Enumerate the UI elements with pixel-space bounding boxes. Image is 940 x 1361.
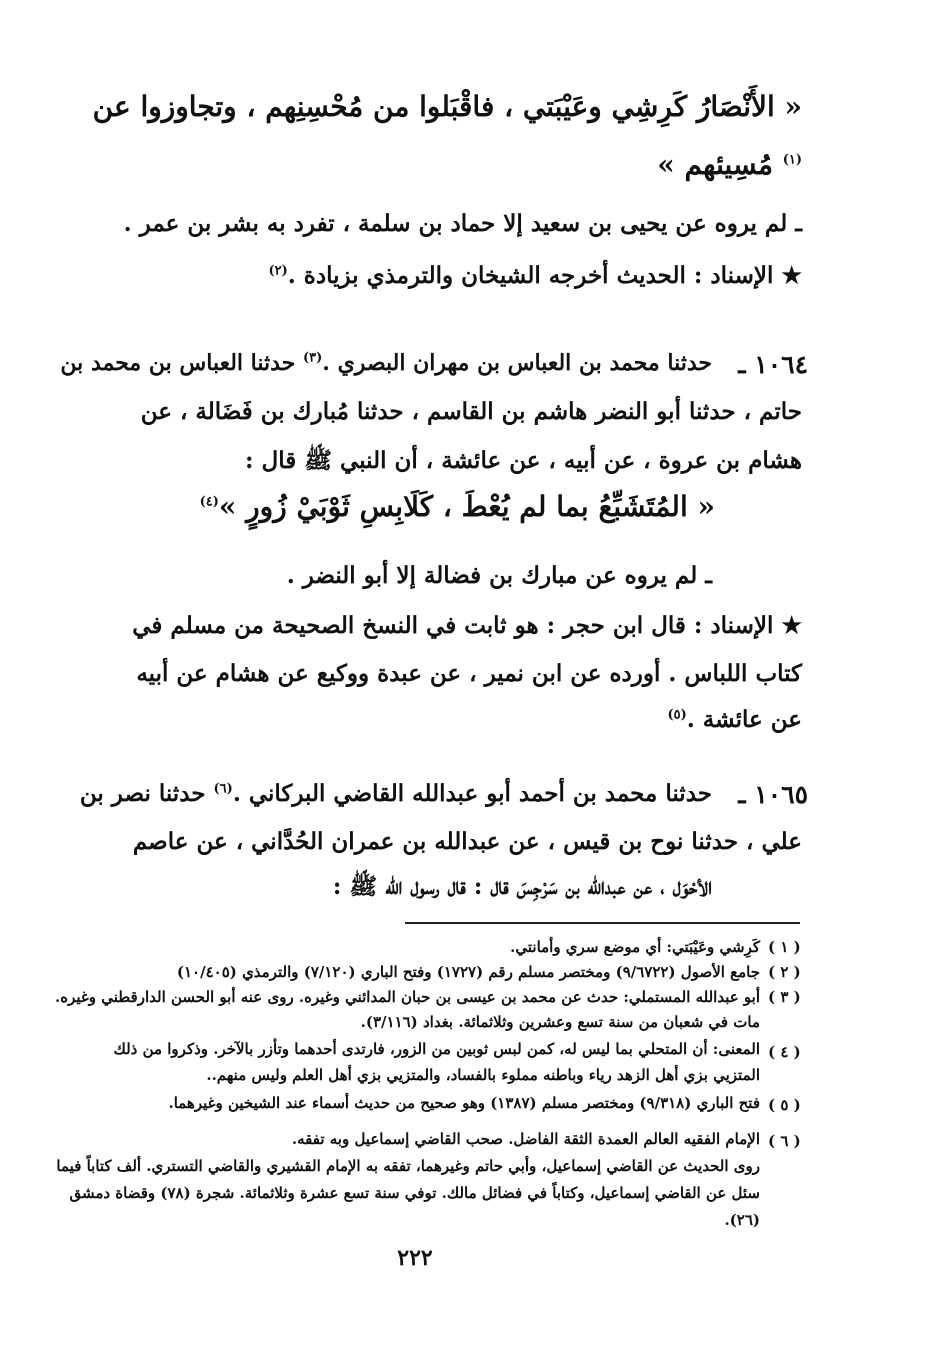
footnote-number: ( ١ ) — [768, 938, 801, 956]
footnote-line: سئل عن القاضي إسماعيل، وكتاباً في فضائل مالك. توفي سنة تسع عشرة وثلاثمائة. شجرة (٧٨) وقضاة دمشق — [69, 1184, 760, 1202]
hadith-chain-line: علي ، حدثنا نوح بن قيس ، عن عبدالله بن عمران الحُدَّاني ، عن عاصم — [132, 828, 802, 855]
footnote-line: (٢٦). — [724, 1211, 760, 1229]
footnote-line: جامع الأصول (٩/٦٧٢٢) ومختصر مسلم رقم (١٧٢٧) وفتح الباري (٧/١٢٠) والترمذي (١٠/٤٠٥) — [176, 963, 760, 981]
narration-note: ـ لم يروه عن مبارك بن فضالة إلا أبو النضر . — [286, 562, 712, 589]
narration-note: ـ لم يروه عن يحيى بن سعيد إلا حماد بن سلمة ، تفرد به بشر بن عمر . — [123, 210, 802, 237]
footnote-line: مات في شعبان من سنة تسع وعشرين وثلاثمائة. بغداد (٣/١١٦). — [360, 1013, 760, 1031]
hadith-matn — [200, 490, 715, 523]
hadith-text-line — [657, 148, 802, 181]
chain-text: حدثنا العباس بن محمد بن — [60, 350, 296, 376]
hadith-text-line: « الأَنْصَارُ كَرِشِي وعَيْبَتي ، فاقْبَلوا من مُحْسِنِهم ، وتجاوزوا عن — [92, 90, 802, 123]
footnote-number: ( ٣ ) — [768, 988, 801, 1006]
footnote-number: ( ٥ ) — [768, 1096, 801, 1114]
hadith-chain-line: هشام بن عروة ، عن أبيه ، عن عائشة ، أن النبي ﷺ قال : — [245, 447, 802, 474]
isnad-text: ★ الإسناد : الحديث أخرجه الشيخان والترمذي بزيادة . — [287, 262, 802, 289]
footnote-line: فتح الباري (٩/٣١٨) ومختصر مسلم (١٣٨٧) وهو صحيح من حديث أسماء عند الشيخين وغيرهما. — [168, 1094, 760, 1112]
isnad-line: كتاب اللباس . أورده عن ابن نمير ، عن عبدة ووكيع عن هشام عن أبيه — [136, 660, 802, 687]
isnad-line: ★ الإسناد : قال ابن حجر : هو ثابت في النسخ الصحيحة من مسلم في — [132, 612, 802, 639]
footnote-ref: (٤) — [199, 494, 219, 510]
footnote-ref: (١) — [782, 152, 802, 168]
footnote-number: ( ٦ ) — [768, 1132, 801, 1150]
hadith-chain-line — [60, 350, 712, 376]
hadith-text-end: مُسِيئهم » — [657, 148, 773, 181]
hadith-number: ١٠٦٥ ـ — [738, 780, 808, 809]
footnote-number: ( ٢ ) — [768, 963, 801, 981]
hadith-chain-line: حاتم ، حدثنا أبو النضر هاشم بن القاسم ، حدثنا مُبارك بن فَضَالة ، عن — [140, 398, 802, 425]
footnote-ref: (٣) — [302, 350, 323, 366]
footnote-ref: (٥) — [667, 707, 687, 723]
isnad-text: عن عائشة . — [686, 706, 802, 733]
chain-text: حدثنا نصر بن — [79, 780, 206, 807]
footnote-line: المعنى: أن المتحلي بما ليس له، كمن لبس ثوبين من الزور، فارتدى أحدهما وتأزر بالآخر. وذكروا من ذلك — [113, 1040, 760, 1058]
isnad-line — [268, 262, 802, 289]
footnote-divider — [405, 922, 800, 924]
footnote-line: روى الحديث عن القاضي إسماعيل، وأبي حاتم وغيرهما، تفقه به الإمام القشيري والقاضي التستري. ألف كتاباً فيما — [56, 1157, 760, 1175]
chain-text: حدثنا محمد بن العباس بن مهران البصري . — [322, 350, 712, 376]
hadith-number: ١٠٦٤ ـ — [738, 350, 808, 379]
footnote-line: الإمام الفقيه العالم العمدة الثقة الفاضل. صحب القاضي إسماعيل وبه تفقه. — [291, 1130, 760, 1148]
page-number: ٢٢٢ — [397, 1245, 433, 1271]
chain-text: حدثنا محمد بن أحمد أبو عبدالله القاضي البركاني . — [232, 780, 712, 807]
matn-text: « المُتَشَبِّعُ بما لم يُعْطَ ، كَلَابِسِ ثَوْبَيْ زُورٍ » — [218, 490, 715, 523]
hadith-chain-line: الأحْوَل ، عن عبدالله بن سَرْجِسَ قال : قال رسول الله ﷺ : — [332, 873, 712, 900]
hadith-chain-line — [80, 780, 712, 807]
footnote-line: المتزيي بزي أهل الزهد رياء وباطنه مملوء بالفساد، والمتزيي بزي أهل العلم وليس منهم.. — [206, 1066, 760, 1084]
isnad-line — [667, 706, 802, 733]
footnote-line: أبو عبدالله المستملي: حدث عن محمد بن عيسى بن حبان المدائني وغيره. روى عنه أبو الحسن الدارقطني وغيره. — [55, 988, 760, 1006]
footnote-ref: (٦) — [213, 781, 233, 797]
footnote-line: كَرِشي وعَيْبَتي: أي موضع سري وأمانتي. — [510, 938, 760, 956]
footnote-ref: (٢) — [268, 263, 288, 279]
footnote-number: ( ٤ ) — [768, 1043, 801, 1061]
